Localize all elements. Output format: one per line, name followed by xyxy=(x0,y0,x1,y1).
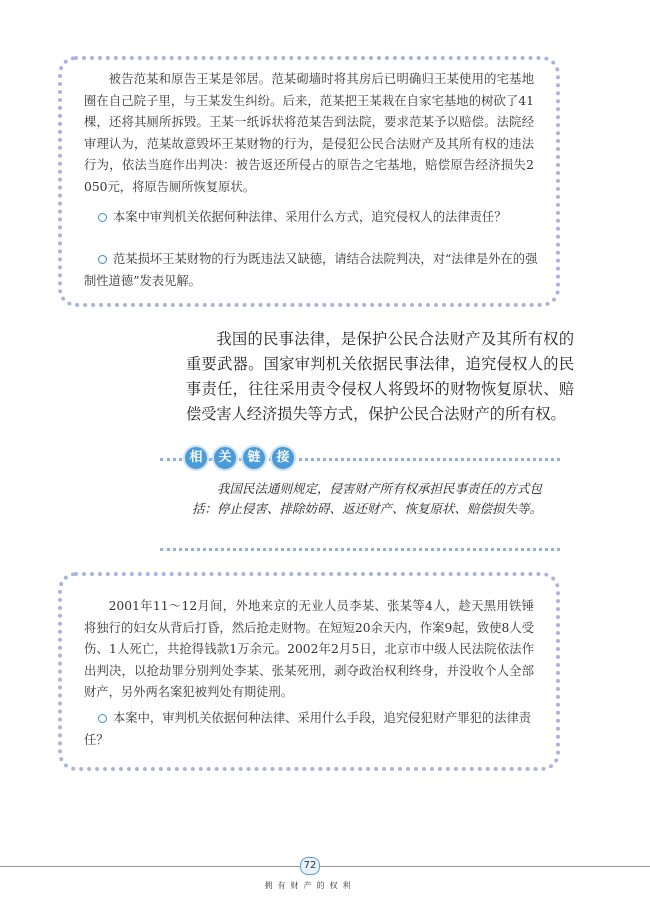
circle-bullet-icon xyxy=(98,714,107,723)
page-number: 72 xyxy=(300,857,320,875)
circle-bullet-icon xyxy=(98,213,107,222)
related-link-text: 我国民法通则规定，侵害财产所有权承担民事责任的方式包括：停止侵害、排除妨碍、返还财产、恢复原状、赔偿损失等。 xyxy=(192,481,543,516)
title-char: 接 xyxy=(270,445,296,471)
footer-rule xyxy=(0,866,650,867)
case-1-question-1 xyxy=(84,207,538,229)
case-box-1 xyxy=(58,56,560,307)
title-char: 相 xyxy=(183,445,209,471)
case-1-text: 被告范某和原告王某是邻居。范某砌墙时将其房后已明确归王某使用的宅基地圈在自己院子里，与王某发生纠纷。后来，范某把王某栽在自家宅基地的树砍了41棵，还将其厕所拆毁。王某一纸诉状将范某告到法院，要求范某予以赔偿。法院经审理认为，范某故意毁坏王某财物的行为，是侵犯公民合法财产及其所有权的违法行为，依法当庭作出判决：被告返还所侵占的原告之宅基地，赔偿原告经济损失2 050元，将原告厕所恢复原状。 xyxy=(84,72,534,194)
title-char: 链 xyxy=(241,445,267,471)
footer-title: 拥有财产的权利 xyxy=(264,881,356,890)
case-2-text: 2001年11～12月间，外地来京的无业人员李某、张某等4人，趁天黑用铁锤将独行的妇女从背后打昏，然后抢走财物。在短短20余天内，作案9起，致使8人受伤、1人死亡，共抢得钱款1万余元。2002年2月5日，北京市中级人民法院依法作出判决，以抢劫罪分别判处李某、张某死刑，剥夺政治权利终身，并没收个人全部财产，另外两名案犯被判处有期徒刑。 xyxy=(84,599,534,699)
case-box-2 xyxy=(58,572,560,771)
title-char: 关 xyxy=(212,445,238,471)
question-text: 范某损坏王某财物的行为既违法又缺德，请结合法院判决，对“法律是外在的强制性道德”发表见解。 xyxy=(84,252,538,288)
dotted-divider-bottom xyxy=(160,548,560,551)
case-2-question-1 xyxy=(84,708,538,751)
main-paragraph: 我国的民事法律，是保护公民合法财产及其所有权的重要武器。国家审判机关依据民事法律，追究侵权人的民事责任，往往采用责令侵权人将毁坏的财物恢复原状、赔偿受害人经济损失等方式，保护公民合法财产的所有权。 xyxy=(186,330,574,423)
question-text: 本案中审判机关依据何种法律、采用什么方式，追究侵权人的法律责任？ xyxy=(113,210,507,224)
related-link-title xyxy=(183,445,296,475)
question-text: 本案中，审判机关依据何种法律、采用什么手段，追究侵犯财产罪犯的法律责任？ xyxy=(84,711,532,747)
circle-bullet-icon xyxy=(98,255,107,264)
case-1-question-2 xyxy=(84,249,538,292)
